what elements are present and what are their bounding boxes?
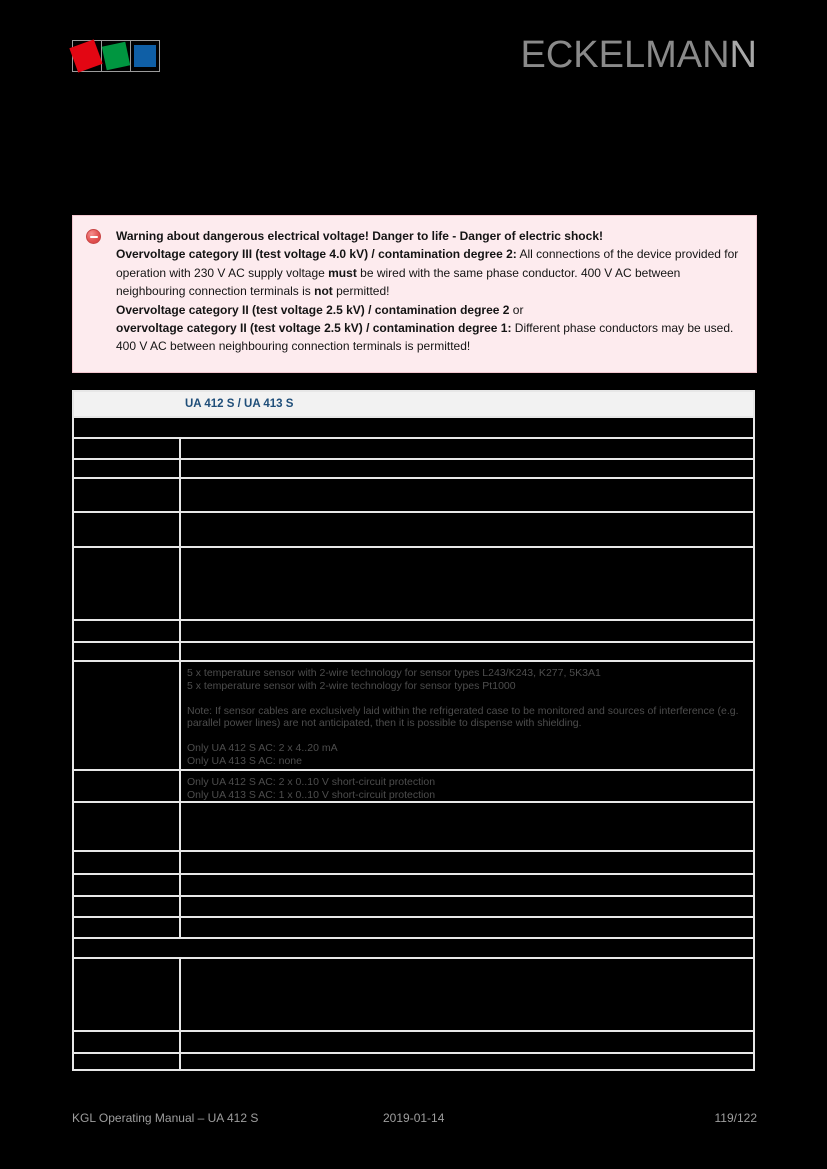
- table-cell-label: [74, 918, 179, 937]
- table-row: [74, 621, 753, 641]
- table-cell-value: [181, 621, 753, 641]
- page-footer: [0, 1111, 827, 1127]
- table-cell-value: [181, 479, 753, 511]
- table-cell-label: [74, 662, 179, 769]
- table-cell-value: [181, 959, 753, 1030]
- table-row: [74, 875, 753, 895]
- table-row: [74, 1032, 753, 1052]
- table-row: [74, 803, 753, 850]
- table-cell-value: [181, 803, 753, 850]
- table-row: [74, 897, 753, 916]
- table-row: [74, 662, 753, 769]
- table-cell-label: [74, 852, 179, 873]
- footer-date: 2019-01-14: [383, 1111, 445, 1125]
- eckelmann-logo: [72, 40, 160, 72]
- table-header-row: [74, 392, 753, 416]
- table-row: [74, 643, 753, 660]
- table-row: [74, 939, 753, 957]
- table-cell-label: [74, 897, 179, 916]
- table-cell-label: [74, 548, 179, 619]
- table-cell-label: [74, 1054, 179, 1069]
- warning-box: [72, 215, 757, 373]
- logo-frame-blue: [131, 40, 160, 72]
- table-cell-value: [181, 1054, 753, 1069]
- table-row: [74, 548, 753, 619]
- table-row: [74, 918, 753, 937]
- table-cell-label: [74, 803, 179, 850]
- table-cell-value: [181, 875, 753, 895]
- table-cell-label: [74, 875, 179, 895]
- green-square-icon: [102, 42, 130, 70]
- blue-square-icon: [134, 45, 156, 67]
- table-cell-value: [181, 852, 753, 873]
- table-cell-value: [181, 643, 753, 660]
- spec-table: [72, 390, 755, 1071]
- table-row: [74, 418, 753, 437]
- eckelmann-wordmark: ECKELMANN: [520, 34, 757, 76]
- table-cell-label: [74, 513, 179, 546]
- footer-page-number: 119/122: [714, 1111, 757, 1125]
- table-row: [74, 479, 753, 511]
- table-cell-label: [74, 959, 179, 1030]
- red-square-icon: [69, 39, 102, 72]
- no-entry-bar: [90, 236, 98, 238]
- table-row: [74, 1054, 753, 1069]
- table-cell-label: [74, 621, 179, 641]
- table-row: [74, 852, 753, 873]
- table-cell-value: [181, 460, 753, 477]
- warning-line: Overvoltage category III (test voltage 4.0 kV) / contamination degree 2: All connections of the device provided for operation with 230 V AC supply voltage must be wired with the same phase conductor. 400 V AC between neighbouring connection terminals is not permitted!: [116, 247, 739, 299]
- no-entry-icon: [86, 229, 101, 244]
- table-row: [74, 460, 753, 477]
- table-cell-label: [74, 439, 179, 458]
- table-cell-value: [181, 513, 753, 546]
- table-cell-value: [181, 439, 753, 458]
- table-cell-value: 5 x temperature sensor with 2-wire technology for sensor types L243/K243, K277, 5K3A1 5 x temperature sensor with 2-wire technology for sensor types Pt1000 Note: If sensor cables are exclusively laid within the refrigerated case to be monitored and sources of interference (e.g. parallel power lines) are not anticipated, then it is possible to dispense with shielding. Only UA 412 S AC: 2 x 4..20 mA Only UA 413 S AC: none: [181, 662, 753, 769]
- footer-document-title: KGL Operating Manual – UA 412 S: [72, 1111, 259, 1125]
- table-cell-label: [74, 643, 179, 660]
- table-row: [74, 771, 753, 801]
- logo-frame-green: [102, 40, 131, 72]
- warning-line: Warning about dangerous electrical voltage! Danger to life - Danger of electric shock!: [116, 229, 603, 243]
- logo-frame-red: [72, 40, 102, 72]
- warning-text: [116, 227, 744, 356]
- table-header-label: UA 412 S / UA 413 S: [185, 398, 294, 410]
- table-cell-label: [74, 771, 179, 801]
- table-cell-label: [74, 479, 179, 511]
- table-row: [74, 959, 753, 1030]
- table-cell-value: [181, 918, 753, 937]
- table-cell-value: [181, 548, 753, 619]
- table-cell-value: [181, 1032, 753, 1052]
- warning-line: overvoltage category II (test voltage 2.5 kV) / contamination degree 1: Different phase conductors may be used. 400 V AC between neighbouring connection terminals is permitted!: [116, 321, 734, 354]
- table-cell-label: [74, 460, 179, 477]
- warning-line: Overvoltage category II (test voltage 2.5 kV) / contamination degree 2 or: [116, 302, 524, 317]
- table-cell-label: [74, 1032, 179, 1052]
- table-row: [74, 439, 753, 458]
- table-cell-value: Only UA 412 S AC: 2 x 0..10 V short-circuit protection Only UA 413 S AC: 1 x 0..10 V short-circuit protection: [181, 771, 753, 801]
- table-row: [74, 513, 753, 546]
- table-cell-value: [181, 897, 753, 916]
